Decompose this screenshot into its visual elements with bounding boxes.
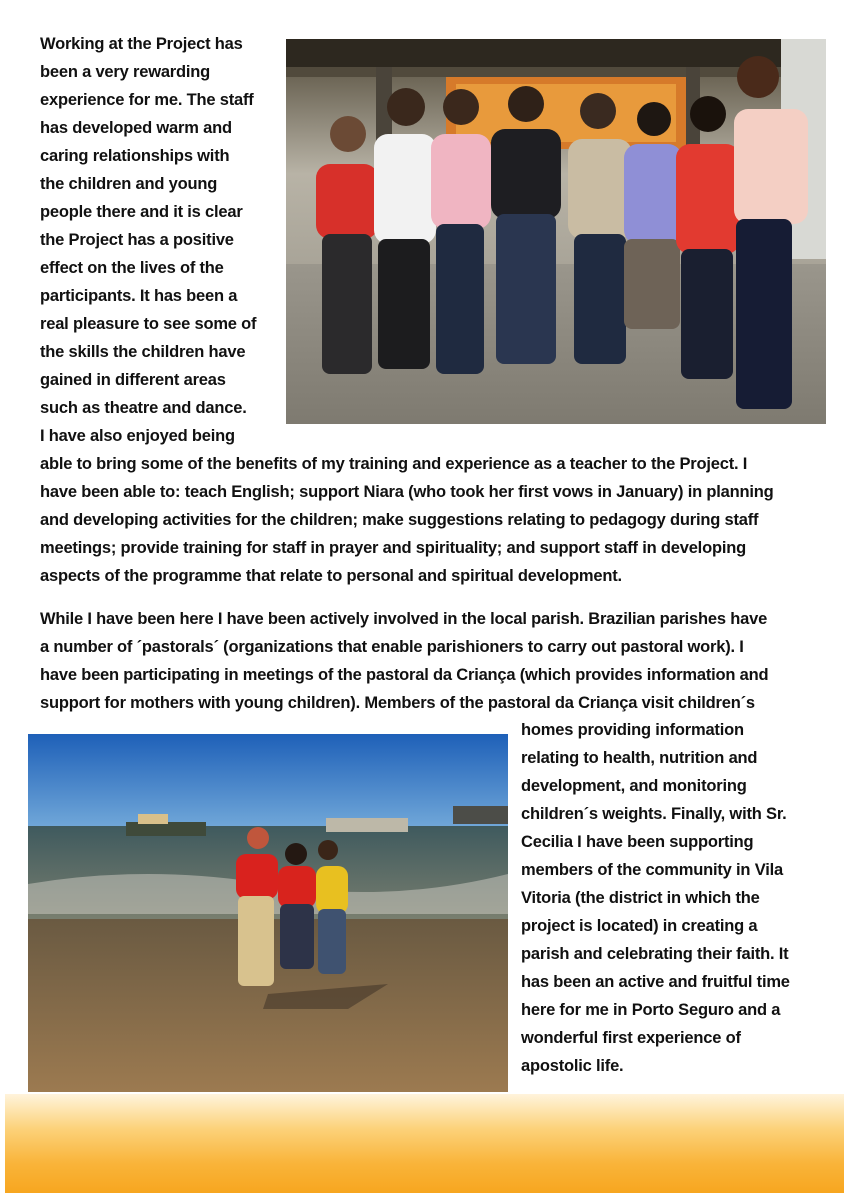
staff-group-photo [286, 39, 826, 424]
text-line: Cecilia I have been supporting [521, 833, 754, 851]
text-line: aspects of the programme that relate to personal and spiritual development. [40, 567, 622, 585]
text-line: a number of ´pastorals´ (organizations that enable parishioners to carry out pastoral work). I [40, 638, 744, 656]
paragraph-2 [40, 605, 768, 717]
text-line: participants. It has been a [40, 287, 238, 305]
text-line: here for me in Porto Seguro and a [521, 1001, 781, 1019]
text-line: project is located) in creating a [521, 917, 758, 935]
text-line: Vitoria (the district in which the [521, 889, 760, 907]
text-line: caring relationships with [40, 147, 230, 165]
text-line: support for mothers with young children). Members of the pastoral da Criança visit children´s [40, 694, 755, 712]
text-line: parish and celebrating their faith. It [521, 945, 789, 963]
text-line: homes providing information [521, 721, 744, 739]
text-line: have been participating in meetings of the pastoral da Criança (which provides information and [40, 666, 769, 684]
text-line: have been able to: teach English; support Niara (who took her first vows in January) in planning [40, 483, 774, 501]
text-line: I have also enjoyed being [40, 427, 235, 445]
text-line: gained in different areas [40, 371, 226, 389]
text-line: children´s weights. Finally, with Sr. [521, 805, 787, 823]
paragraph-1 [40, 450, 774, 590]
text-line: apostolic life. [521, 1057, 624, 1075]
text-line: meetings; provide training for staff in prayer and spirituality; and support staff in developing [40, 539, 746, 557]
text-line: the Project has a positive [40, 231, 234, 249]
text-line: While I have been here I have been actively involved in the local parish. Brazilian parishes have [40, 610, 768, 628]
right-column-text [521, 716, 790, 1080]
text-line: wonderful first experience of [521, 1029, 741, 1047]
text-line: real pleasure to see some of [40, 315, 257, 333]
text-line: has been an active and fruitful time [521, 973, 790, 991]
text-line: the children and young [40, 175, 218, 193]
text-line: experience for me. The staff [40, 91, 254, 109]
text-line: such as theatre and dance. [40, 399, 247, 417]
text-line: and developing activities for the children; make suggestions relating to pedagogy during staff [40, 511, 759, 529]
text-line: Working at the Project has [40, 35, 243, 53]
text-line: been a very rewarding [40, 63, 211, 81]
footer-gradient-band [5, 1094, 844, 1193]
text-line: the skills the children have [40, 343, 246, 361]
text-line: has developed warm and [40, 119, 232, 137]
text-line: relating to health, nutrition and [521, 749, 758, 767]
text-line: members of the community in Vila [521, 861, 783, 879]
text-line: effect on the lives of the [40, 259, 224, 277]
beach-photo [28, 734, 508, 1092]
text-line: development, and monitoring [521, 777, 747, 795]
intro-text [40, 30, 256, 450]
text-line: people there and it is clear [40, 203, 243, 221]
text-line: able to bring some of the benefits of my training and experience as a teacher to the Project. I [40, 455, 748, 473]
